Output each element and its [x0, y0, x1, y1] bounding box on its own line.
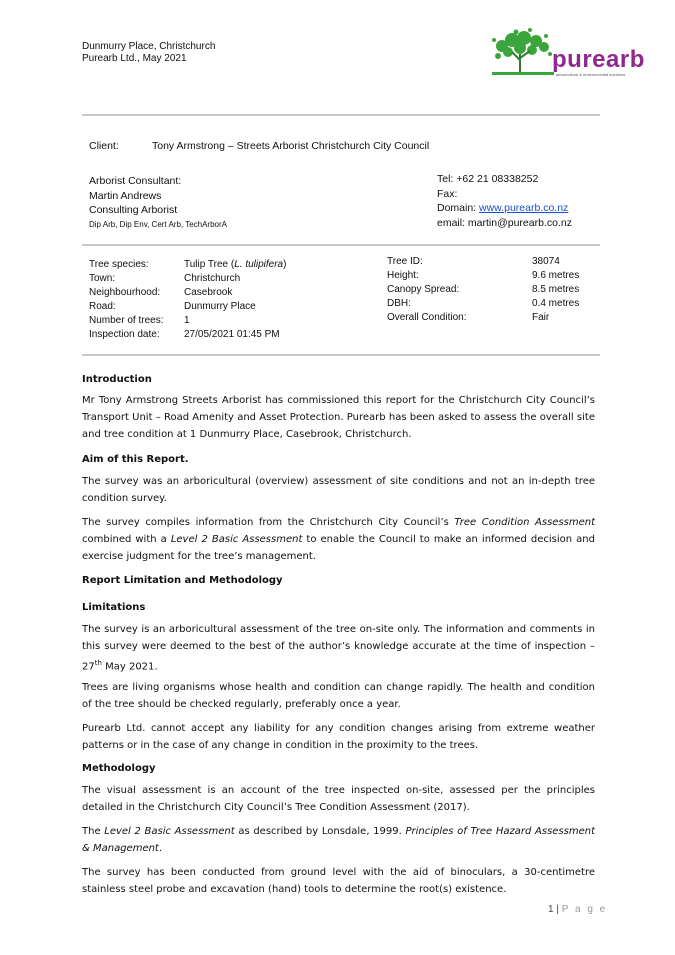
limit-text-1	[82, 621, 595, 675]
detail-row	[387, 255, 579, 269]
purearb-logo	[490, 24, 650, 80]
species-close: )	[283, 259, 287, 270]
header-company-date: Purearb Ltd., May 2021	[82, 53, 187, 64]
paragraph-methodology-2	[82, 823, 595, 857]
client-label: Client:	[89, 140, 119, 152]
contact-tel: Tel: +62 21 08338252	[437, 173, 539, 185]
text-run: as described by Lonsdale, 1999.	[234, 826, 406, 837]
text-run: May 2021.	[101, 661, 158, 673]
detail-value: Fair	[532, 312, 550, 323]
paragraph-limitations-3	[82, 720, 595, 754]
aim-text-2	[82, 514, 595, 565]
italic-run: Level 2 Basic Assessment	[170, 534, 303, 545]
detail-label: Height:	[387, 270, 419, 281]
detail-row	[89, 258, 286, 272]
limit-text-3: Purearb Ltd. cannot accept any liability for any condition changes arising from extreme weather patterns or in the case of any change in condition in the proximity to the trees.	[82, 723, 595, 751]
contact-block	[437, 172, 572, 230]
divider	[82, 244, 600, 246]
superscript: th	[94, 659, 102, 667]
consultant-qualifications: Dip Arb, Dip Env, Cert Arb, TechArborA	[89, 219, 227, 229]
text-run: .	[158, 843, 163, 854]
detail-row	[387, 269, 579, 283]
detail-row	[89, 272, 286, 286]
detail-label: Canopy Spread:	[387, 284, 460, 295]
detail-value: 38074	[532, 256, 560, 267]
detail-label: DBH:	[387, 298, 411, 309]
client-line	[89, 140, 429, 152]
detail-value: 0.4 metres	[532, 298, 580, 309]
detail-value: Casebrook	[184, 287, 233, 298]
italic-run: Level 2 Basic Assessment	[104, 826, 235, 837]
heading-limitations: Limitations	[82, 602, 146, 613]
text-run: to enable the Council to make an informed decision and exercise judgment for the tree’s management.	[82, 534, 595, 562]
limit-text-2: Trees are living organisms whose health and condition can change rapidly. The health and condition of the tree should be checked regularly, preferably once a year.	[82, 682, 595, 710]
page-separator: |	[553, 904, 562, 915]
species-latin: L. tulipifera	[234, 259, 284, 270]
domain-link[interactable]: www.purearb.co.nz	[479, 202, 569, 214]
detail-label: Overall Condition:	[387, 312, 467, 323]
page-number: 1	[548, 904, 554, 915]
meth-text-1: The visual assessment is an account of the tree inspected on-site, assessed per the principles detailed in the Christchurch City Council’s Tree Condition Assessment (2017).	[82, 785, 595, 813]
contact-fax: Fax:	[437, 187, 458, 200]
paragraph-introduction	[82, 392, 595, 443]
heading-aim: Aim of this Report.	[82, 454, 189, 465]
paragraph-aim-1	[82, 473, 595, 507]
consultant-name: Martin Andrews	[89, 189, 162, 202]
paragraph-aim-2	[82, 514, 595, 565]
paragraph-methodology-3	[82, 864, 595, 898]
heading-methodology: Methodology	[82, 763, 156, 774]
header-location: Dunmurry Place, Christchurch	[82, 41, 216, 52]
intro-text: Mr Tony Armstrong Streets Arborist has commissioned this report for the Christchurch City Council’s Transport Unit – Road Amenity and Asset Protection. Purearb has been asked to assess the overall site and tree condition at 1 Dunmurry Place, Casebrook, Christchurch.	[82, 395, 595, 440]
detail-label: Tree ID:	[387, 256, 423, 267]
heading-limitation-methodology: Report Limitation and Methodology	[82, 575, 283, 586]
detail-label: Inspection date:	[89, 329, 160, 340]
paragraph-limitations-2	[82, 679, 595, 713]
paragraph-limitations-1	[82, 621, 595, 675]
detail-row	[89, 314, 286, 328]
divider	[82, 354, 600, 356]
detail-label: Tree species:	[89, 259, 149, 270]
meth-text-2	[82, 823, 595, 857]
detail-value: 1	[184, 315, 190, 326]
aim-text-1: The survey was an arboricultural (overview) assessment of site conditions and not an in-depth tree condition survey.	[82, 476, 595, 504]
consultant-title: Arborist Consultant:	[89, 175, 182, 187]
text-run: combined with a	[82, 534, 171, 545]
detail-label: Number of trees:	[89, 315, 164, 326]
text-run: The	[82, 826, 105, 837]
species-common: Tulip Tree (	[184, 259, 235, 270]
detail-row	[387, 311, 579, 325]
page-label: P a g e	[561, 904, 608, 915]
logo-wordmark: purearb	[552, 46, 645, 73]
document-header	[82, 41, 215, 65]
tree-details-right	[387, 255, 579, 325]
detail-value: 8.5 metres	[532, 284, 580, 295]
detail-value: 27/05/2021 01:45 PM	[184, 329, 280, 340]
italic-run: Tree Condition Assessment	[454, 517, 596, 528]
divider	[82, 114, 600, 116]
text-run: The survey is an arboricultural assessment of the tree on-site only. The information and comments in this survey were deemed to the best of the author’s knowledge accurate at the time of inspection – 27	[82, 624, 595, 673]
detail-label: Road:	[89, 301, 116, 312]
contact-domain	[437, 201, 572, 216]
italic-run: Principles of Tree Hazard Assessment & Management	[82, 826, 595, 854]
meth-text-3: The survey has been conducted from ground level with the aid of binoculars, a 30-centimetre stainless steel probe and excavation (hand) tools to determine the root(s) existence.	[82, 867, 595, 895]
detail-value: Christchurch	[184, 273, 241, 284]
detail-row	[387, 283, 579, 297]
tree-species-value	[184, 258, 286, 272]
contact-email: email: martin@purearb.co.nz	[437, 216, 572, 229]
detail-row	[387, 297, 579, 311]
heading-introduction: Introduction	[82, 374, 152, 385]
paragraph-methodology-1	[82, 782, 595, 816]
client-name: Tony Armstrong – Streets Arborist Christchurch City Council	[152, 140, 430, 152]
detail-row	[89, 328, 286, 342]
detail-label: Town:	[89, 273, 116, 284]
consultant-role: Consulting Arborist	[89, 204, 178, 216]
logo-tagline: arboriculture & environmental solutions	[556, 72, 626, 77]
text-run: The survey compiles information from the Christchurch City Council’s	[82, 517, 455, 528]
detail-row	[89, 286, 286, 300]
detail-value: 9.6 metres	[532, 270, 580, 281]
detail-row	[89, 300, 286, 314]
detail-label: Neighbourhood:	[89, 287, 161, 298]
consultant-block	[89, 174, 227, 232]
tree-details-left	[89, 258, 286, 342]
domain-label: Domain:	[437, 202, 480, 214]
tree-logo-icon	[490, 24, 560, 80]
page-footer	[548, 904, 607, 915]
detail-value: Dunmurry Place	[184, 301, 256, 312]
